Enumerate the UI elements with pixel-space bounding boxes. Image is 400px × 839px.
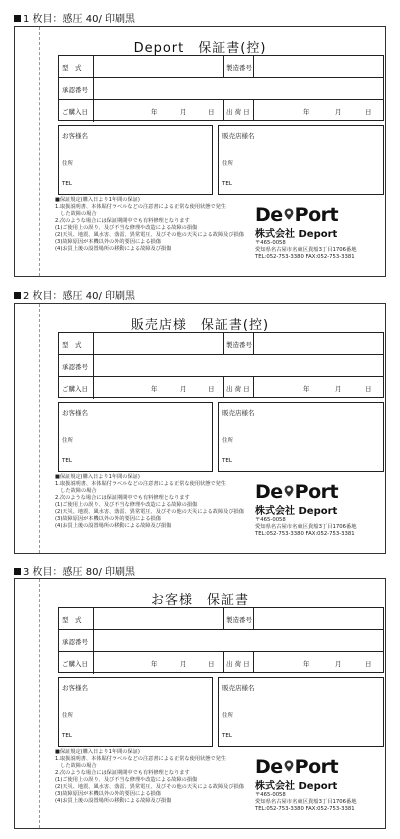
terms-line: ■保証規定(購入日より1年間の保証) — [55, 197, 140, 203]
customer-tel-label: TEL — [62, 733, 72, 739]
customer-box — [58, 677, 213, 747]
purchase-date-label: ご購入日 — [62, 108, 88, 116]
warranty-card — [14, 303, 386, 554]
customer-address-label: 住所 — [62, 161, 74, 167]
serial-label: 製造番号 — [226, 341, 252, 349]
dealer-tel-label: TEL — [222, 181, 232, 187]
purchase-day-unit: 日 — [208, 660, 215, 668]
terms-line: (2)天災、地震、風水害、落雷、異常電圧、及びその他の天災による故障及び損傷 — [55, 232, 244, 238]
customer-tel-label: TEL — [62, 181, 72, 187]
perforation-line — [39, 579, 40, 828]
purchase-month-unit: 月 — [180, 660, 187, 668]
company-name: 株式会社 Deport — [255, 229, 338, 240]
terms-line: ■保証規定(購入日より1年間の保証) — [55, 474, 140, 480]
dealer-address-label: 住所 — [222, 161, 234, 167]
dealer-label: 販売店様名 — [222, 132, 255, 140]
customer-label: お客様名 — [62, 132, 88, 140]
map-pin-icon — [284, 485, 294, 497]
customer-label: お客様名 — [62, 684, 88, 692]
customer-box — [58, 125, 213, 195]
perforation-line — [39, 304, 40, 553]
ship-date-label: 出 荷 日 — [226, 108, 250, 116]
perforation-line — [39, 27, 40, 276]
purchase-date-label: ご購入日 — [62, 660, 88, 668]
purchase-year-unit: 年 — [151, 108, 158, 116]
terms-line: (3)故障原因が本機以外の外的要因による損傷 — [55, 239, 161, 245]
map-pin-icon — [284, 760, 294, 772]
company-address: 愛知県名古屋市名東区貴船3丁目1706番地 — [255, 799, 357, 805]
approval-label: 承認番号 — [62, 86, 88, 94]
model-label: 型 式 — [62, 616, 82, 624]
purchase-day-unit: 日 — [208, 108, 215, 116]
info-grid — [58, 607, 384, 673]
customer-address-label: 住所 — [62, 713, 74, 719]
ship-day-unit: 日 — [365, 660, 372, 668]
company-contact: TEL:052-753-3380 FAX:052-753-3381 — [255, 806, 355, 812]
model-label: 型 式 — [62, 341, 82, 349]
company-contact: TEL:052-753-3380 FAX:052-753-3381 — [255, 254, 355, 260]
terms-line: (1)ご使用上の誤り、及び不当な修理や改造による故障の損傷 — [55, 777, 198, 783]
company-name: 株式会社 Deport — [255, 781, 338, 792]
terms-line: (4)お買上後の設置場所の移動による故障及び損傷 — [55, 798, 172, 804]
info-grid — [58, 55, 384, 121]
purchase-date-label: ご購入日 — [62, 385, 88, 393]
card-title: Deport 保証書(控) — [133, 41, 267, 56]
terms-line: した故障の場合 — [55, 211, 97, 217]
customer-address-label: 住所 — [62, 438, 74, 444]
terms-line: 2.次のような場合には保証期間中でも有料修理となります — [55, 218, 190, 224]
company-address: 愛知県名古屋市名東区貴船3丁目1706番地 — [255, 524, 357, 530]
purchase-month-unit: 月 — [180, 385, 187, 393]
customer-tel-label: TEL — [62, 458, 72, 464]
dealer-tel-label: TEL — [222, 458, 232, 464]
warranty-card — [14, 578, 386, 829]
purchase-year-unit: 年 — [151, 385, 158, 393]
approval-label: 承認番号 — [62, 363, 88, 371]
ship-day-unit: 日 — [365, 385, 372, 393]
ship-date-label: 出 荷 日 — [226, 385, 250, 393]
deport-logo: De Port — [255, 481, 339, 503]
dealer-label: 販売店様名 — [222, 684, 255, 692]
dealer-box — [218, 677, 384, 747]
dealer-box — [218, 125, 384, 195]
company-address: 愛知県名古屋市名東区貴船3丁目1706番地 — [255, 247, 357, 253]
terms-line: した故障の場合 — [55, 763, 97, 769]
terms-line: 1.取扱説明書、本体貼付ラベルなどの注意書による正常な使用状態で発生 — [55, 756, 226, 762]
terms-line: (1)ご使用上の誤り、及び不当な修理や改造による故障の損傷 — [55, 225, 198, 231]
warranty-terms — [55, 197, 265, 253]
map-pin-icon — [284, 208, 294, 220]
section-label: 3 枚目：感圧 80/ 印刷黒 — [14, 563, 135, 578]
purchase-day-unit: 日 — [208, 385, 215, 393]
info-grid — [58, 332, 384, 398]
company-postal: 〒465-0058 — [255, 792, 286, 798]
terms-line: (3)故障原因が本機以外の外的要因による損傷 — [55, 516, 161, 522]
dealer-tel-label: TEL — [222, 733, 232, 739]
section-label: 1 枚目：感圧 40/ 印刷黒 — [14, 10, 135, 25]
purchase-month-unit: 月 — [180, 108, 187, 116]
dealer-address-label: 住所 — [222, 438, 234, 444]
customer-box — [58, 402, 213, 472]
company-contact: TEL:052-753-3380 FAX:052-753-3381 — [255, 531, 355, 537]
ship-year-unit: 年 — [303, 385, 310, 393]
warranty-terms — [55, 749, 265, 805]
model-label: 型 式 — [62, 64, 82, 72]
terms-line: ■保証規定(購入日より1年間の保証) — [55, 749, 140, 755]
warranty-card — [14, 26, 386, 277]
deport-logo: De Port — [255, 756, 339, 778]
section-label: 2 枚目：感圧 40/ 印刷黒 — [14, 287, 135, 302]
terms-line: (1)ご使用上の誤り、及び不当な修理や改造による故障の損傷 — [55, 502, 198, 508]
terms-line: (2)天災、地震、風水害、落雷、異常電圧、及びその他の天災による故障及び損傷 — [55, 784, 244, 790]
brand-block — [255, 205, 385, 261]
dealer-box — [218, 402, 384, 472]
card-title: お客様 保証書 — [150, 593, 249, 608]
brand-block — [255, 482, 385, 538]
dealer-address-label: 住所 — [222, 713, 234, 719]
ship-month-unit: 月 — [335, 385, 342, 393]
card-title: 販売店様 保証書(控) — [130, 318, 270, 333]
ship-month-unit: 月 — [335, 660, 342, 668]
terms-line: (3)故障原因が本機以外の外的要因による損傷 — [55, 791, 161, 797]
terms-line: (4)お買上後の設置場所の移動による故障及び損傷 — [55, 246, 172, 252]
ship-year-unit: 年 — [303, 660, 310, 668]
terms-line: 2.次のような場合には保証期間中でも有料修理となります — [55, 770, 190, 776]
serial-label: 製造番号 — [226, 64, 252, 72]
ship-month-unit: 月 — [335, 108, 342, 116]
brand-block — [255, 757, 385, 813]
terms-line: 1.取扱説明書、本体貼付ラベルなどの注意書による正常な使用状態で発生 — [55, 481, 226, 487]
company-postal: 〒465-0058 — [255, 240, 286, 246]
customer-label: お客様名 — [62, 409, 88, 417]
approval-label: 承認番号 — [62, 638, 88, 646]
terms-line: した故障の場合 — [55, 488, 97, 494]
terms-line: 2.次のような場合には保証期間中でも有料修理となります — [55, 495, 190, 501]
terms-line: 1.取扱説明書、本体貼付ラベルなどの注意書による正常な使用状態で発生 — [55, 204, 226, 210]
purchase-year-unit: 年 — [151, 660, 158, 668]
terms-line: (4)お買上後の設置場所の移動による故障及び損傷 — [55, 523, 172, 529]
company-name: 株式会社 Deport — [255, 506, 338, 517]
terms-line: (2)天災、地震、風水害、落雷、異常電圧、及びその他の天災による故障及び損傷 — [55, 509, 244, 515]
company-postal: 〒465-0058 — [255, 517, 286, 523]
dealer-label: 販売店様名 — [222, 409, 255, 417]
deport-logo: De Port — [255, 204, 339, 226]
ship-year-unit: 年 — [303, 108, 310, 116]
ship-date-label: 出 荷 日 — [226, 660, 250, 668]
serial-label: 製造番号 — [226, 616, 252, 624]
warranty-terms — [55, 474, 265, 530]
ship-day-unit: 日 — [365, 108, 372, 116]
